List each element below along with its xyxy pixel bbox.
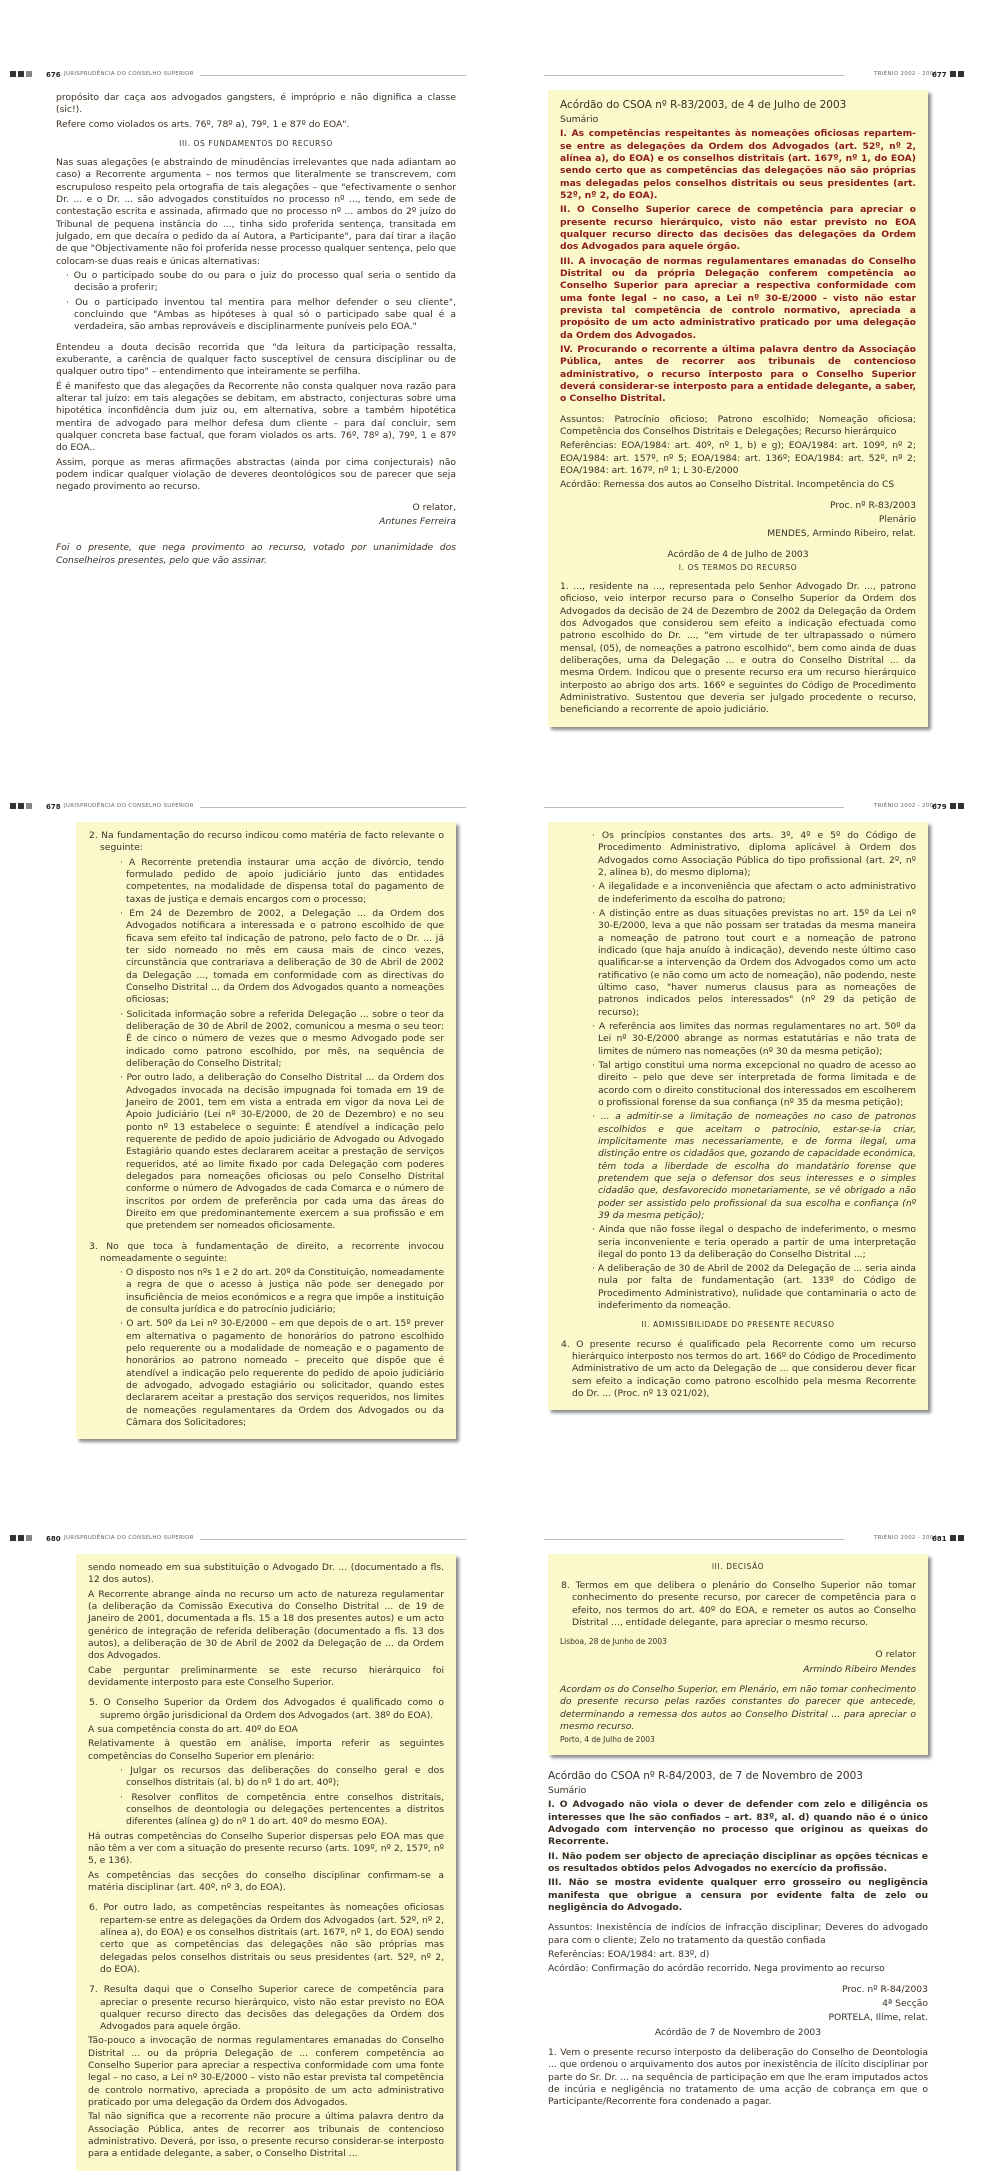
paragraph: 1. Vem o presente recurso interposto da deliberação do Conselho de Deontologia ... que ordenou o arquivamento dos autos por inexistência de ilícito disciplinar por parte do Sr. Dr. ... na sequência de participação em que lhe eram imputados actos de incúria e negligência no tratamento de uma acção de cobrança em que o Participante/Recorrente fora condenado a pagar.: [548, 2046, 928, 2108]
page-header: [10, 1534, 466, 1546]
header-mark-icon: [26, 71, 32, 77]
acordao-note: Acórdão: Confirmação do acórdão recorrido. Nega provimento ao recurso: [548, 1963, 885, 1975]
page-677: [544, 70, 1000, 716]
proc-number: Proc. nº R-84/2003: [841, 1983, 928, 1995]
header-mark-icon: [26, 803, 32, 809]
running-header: JURISPRUDÊNCIA DO CONSELHO SUPERIOR: [64, 1535, 194, 1541]
header-rule: [544, 75, 844, 76]
list-item: · Ou o participado inventou tal mentira para melhor defender o seu cliente", concluindo que "Ambas as hipóteses à qual só o participado sabe qual é a verdadeira, são ambas reprováveis e disciplinarmente puníveis pelo EOA.": [66, 296, 456, 333]
decision-title: Acórdão do CSOA nº R-83/2003, de 4 de Julho de 2003: [560, 99, 847, 111]
paragraph: A Recorrente abrange ainda no recurso um acto de natureza regulamentar (a deliberação da Comissão Executiva do Conselho Distrital ... de 19 de Janeiro de 2001, documentada a fls. 15 a 18 dos presentes autos) e um acto genérico de integração de referida deliberação (documentado a fls. 13 dos autos), a deliberação de 30 de Abril de 2002 da Delegação de ... da Ordem dos Advogados.: [88, 1588, 444, 1662]
decision-title: Acórdão do CSOA nº R-84/2003, de 7 de Novembro de 2003: [548, 1770, 863, 1782]
closing-note: Acordam os do Conselho Superior, em Plenário, em não tomar conhecimento do presente recurso pelas razões constantes do parecer que antecede, determinando a remessa dos autos ao Conselho Distrital ... para apreciar o mesmo recurso.: [560, 1684, 916, 1733]
list-item: · Julgar os recursos das deliberações do conselho geral e dos conselhos distritais (al. b) do nº 1 do art. 40º);: [120, 1764, 444, 1789]
paragraph: propósito dar caça aos advogados gangsters, é impróprio e não dignifica a classe (sic!).: [56, 92, 456, 116]
paragraph: 1. ..., residente na ..., representada pelo Senhor Advogado Dr. ..., patrono oficioso, veio interpor recurso para o Conselho Superior da Ordem dos Advogados da decisão de 24 de Dezembro de 2002 da Delegação da Ordem dos Advogados que considerou sem efeito a indicação efectuada como patrono escolhido do Dr. ..., "em virtude de ter ultrapassado o número mensal, (05), de nomeações a patrono escolhido", bem como ainda de duas deliberações, uma da Delegação ... e outra do Conselho Distrital ... da mesma Ordem. Indicou que o presente recurso era um recurso hierárquico interposto ao abrigo dos arts. 166º e seguintes do Código de Procedimento Administrativo. Sustentou que deveria ser julgado procedente o recurso, beneficiando a recorrente de apoio judiciário.: [560, 580, 916, 716]
place-date: Lisboa, 28 de Junho de 2003: [560, 1637, 667, 1647]
list-item: · ... a admitir-se a limitação de nomeações no caso de patronos escolhidos e que aceitam o patrocínio, estar-se-ia criar, implicitamente mas necessariamente, e de forma ilegal, uma distinção entre os cidadãos que, gozando de capacidade económica, têm toda a liberdade de escolha do mandatário forense que pretendem que seja o defensor dos seus interesses e o simples cidadão que, desfavorecido monetariamente, se vê obrigado a não poder ser assistido pelo profissional da sua escolha e confiança (nº 39 da mesma petição);: [592, 1111, 916, 1221]
content-box: [548, 822, 928, 1410]
running-header: JURISPRUDÊNCIA DO CONSELHO SUPERIOR: [64, 803, 194, 809]
numbered-item: 6. Por outro lado, as competências respeitantes às nomeações oficiosas repartem-se entre as delegações da Ordem dos Advogados (art. 52º, nº 2, alínea a), do EOA) e os conselhos distritais (art. 167º, nº 1, do EOA) sendo certo que as competências das delegações não são próprias mas delegadas pelos conselhos distritais ou seus presidentes (art. 52º, nº 2, do EOA).: [89, 1902, 444, 1975]
signature-name: Antunes Ferreira: [379, 515, 456, 527]
proc-number: Proc. nº R-83/2003: [829, 499, 916, 511]
content-box: [548, 90, 928, 727]
referencias: Referências: EOA/1984: art. 40º, nº 1, b) e g); EOA/1984: art. 109º, nº 2; EOA/1984: art. 157º, nº 5; EOA/1984: art. 136º; EOA/1984: art. 52º, nº 2; EOA/1984: art. 167º, nº 1; L 30-E/2000: [560, 440, 916, 476]
header-mark-icon: [18, 803, 24, 809]
list-item: · Resolver conflitos de competência entre conselhos distritais, conselhos de deontologia ou delegações pertencentes a distritos diferentes (alínea g) do nº 1 do art. 40º do mesmo EOA).: [120, 1791, 444, 1828]
paragraph: Nas suas alegações (e abstraindo de minudências irrelevantes que nada adiantam ao caso) a Recorrente argumenta – nos termos que literalmente se transcrevem, com escrupuloso respeito pela ortografia de tais alegações – que "efectivamente o senhor Dr. ... e o Dr. ... são advogados constituídos no processo nº ..., tendo, em sede de contestação escrita e assinada, afirmado que no processo nº ... ambos do 2º juízo do Tribunal de pequena instância do ..., tinha sido proferida sentença, transitada em julgado, em que decaíra o pedido da aí Autora, a Participante", para daí tirar a ilação de que "Objectivamente não foi proferida nesse processo qualquer sentença, pelo que colocam-se duas reais e únicas alternativas:: [56, 157, 456, 267]
section-label: 4ª Secção: [882, 1997, 928, 2009]
page-header: [10, 802, 466, 814]
page-body: [56, 92, 456, 569]
numbered-item: 2. Na fundamentação do recurso indicou como matéria de facto relevante o seguinte:: [89, 830, 444, 854]
page-header: [544, 70, 1000, 82]
signature-name: Armindo Ribeiro Mendes: [803, 1663, 916, 1675]
list-item: · Por outro lado, a deliberação do Conselho Distrital ... da Ordem dos Advogados invocada na decisão impugnada foi tomada em 19 de Janeiro de 2001, tem em vista a entrada em vigor da nova Lei de Apoio Judiciário (Lei nº 30-E/2000, de 20 de Dezembro) e no seu ponto nº 13 estabelece o seguinte: É atendível a indicação pelo requerente de pedido de apoio judiciário de Advogado ou Advogado Estagiário quando estes declararem aceitar a prestação de serviços requeridos, até ao limite fixado por cada Delegação com poderes delegados para nomeações oficiosas ou pelo Conselho Distrital conforme o número de Advogados de cada Comarca e o número de inscritos por ordem de preferência por cada uma das áreas do Direito em que predominantemente exercem a sua profissão e em que pretendem ser nomeados oficiosamente.: [120, 1072, 444, 1232]
list-item: · A distinção entre as duas situações previstas no art. 15º da Lei nº 30-E/2000, leva a que não possam ser tratadas da mesma maneira a nomeação de patrono tout court e a nomeação de patrono indicado (que haja anuído à indicação), devendo neste último caso qualificar-se a intervenção da Ordem dos Advogados como um acto ratificativo (e não como um acto de nomeação), não podendo, neste último caso, "haver numerus clausus para as nomeações de patronos indicados pelos interessados" (nº 29 da petição de recurso);: [592, 907, 916, 1018]
running-header: TRIÉNIO 2002 - 2004: [874, 71, 938, 77]
page-number: 680: [46, 1535, 61, 1543]
page-header: [544, 1534, 1000, 1546]
paragraph: Tão-pouco a invocação de normas regulamentares emanadas do Conselho Distrital ... ou da própria Delegação de ... conferem competência ao Conselho Superior para apreciar a respectiva conformidade com uma fonte legal – no caso, a Lei nº 30-E/2000 – visto não estar prevista tal competência de controlo normativo, apreciada a propósito de um acto administrativo praticado por uma delegação da Ordem dos Advogados.: [88, 2035, 444, 2109]
header-rule: [544, 807, 844, 808]
acordao-note: Acórdão: Remessa dos autos ao Conselho Distrital. Incompetência do CS: [560, 479, 895, 491]
page-678: [10, 802, 466, 1429]
page-number: 678: [46, 803, 61, 811]
list-item: · A Recorrente pretendia instaurar uma acção de divórcio, tendo formulado pedido de apoio judiciário junto das entidades competentes, na modalidade de dispensa total do pagamento de taxas de justiça e demais encargos com o processo;: [120, 856, 444, 905]
list-item: · Os princípios constantes dos arts. 3º, 4º e 5º do Código de Procedimento Administrativo, diploma aplicável à Ordem dos Advogados como Associação Pública do tipo profissional (art. 2º, nº 2, alínea b), do mesmo diploma);: [592, 830, 916, 878]
paragraph: É é manifesto que das alegações da Recorrente não consta qualquer nova razão para alterar tal juízo: em tais alegações se debitam, em abstracto, conjecturas sobre uma hipotética inconfidência dum juiz ou, em alternativa, sobre a também hipotética mentira de advogado para melhor defesa dum cliente – para daí concluir, sem qualquer concreta base factual, que foram violados os arts. 76º, 78º a), 79º, 1 e 87º do EOA..: [56, 380, 456, 454]
paragraph: Relativamente à questão em análise, importa referir as seguintes competências do Conselho Superior em plenário:: [88, 1738, 444, 1762]
assuntos: Assuntos: Inexistência de indícios de infracção disciplinar; Deveres do advogado para com o cliente; Zelo no tratamento da questão confiada: [548, 1922, 928, 1946]
page-681: [544, 1534, 1000, 2154]
page-header: [544, 802, 1000, 814]
summary-heading: Sumário: [560, 114, 599, 126]
assuntos: Assuntos: Patrocínio oficioso; Patrono escolhido; Nomeação oficiosa; Competência dos Conselhos Distritais e Delegações; Recurso hierárquico: [560, 413, 916, 437]
header-mark-icon: [958, 71, 964, 77]
running-header: TRIÉNIO 2002 - 2004: [874, 1535, 938, 1541]
decision-date: Acórdão de 4 de Julho de 2003: [667, 548, 809, 560]
rapporteur: PORTELA, Ilíme, relat.: [828, 2012, 928, 2024]
summary-item: III. A invocação de normas regulamentares emanadas do Conselho Distrital ou da própria Delegação conferem competência ao Conselho Superior para apreciar a respectiva conformidade com uma fonte legal – no caso, a Lei nº 30-E/2000 – visto não estar prevista tal competência de controlo normativo, apreciada a propósito de um acto administrativo praticado por uma delegação da Ordem dos Advogados.: [560, 255, 916, 341]
summary-heading: Sumário: [548, 1785, 587, 1797]
list-item: · Solicitada informação sobre a referida Delegação ... sobre o teor da deliberação de 30 de Abril de 2002, comunicou a mesma o seu teor: É de cinco o número de vezes que o mesmo Advogado pode ser indicado como patrono escolhido, por mês, na sequência de deliberação do Conselho Distrital;: [120, 1008, 444, 1069]
page-number: 677: [932, 71, 947, 79]
header-rule: [200, 75, 466, 76]
summary-item: II. Não podem ser objecto de apreciação disciplinar as opções técnicas e os resultados obtidos pelos Advogados no exercício da profissão.: [548, 1850, 928, 1875]
summary-item: III. Não se mostra evidente qualquer erro grosseiro ou negligência manifesta que obrigue a censura por evidente falta de zelo ou negligência do Advogado.: [548, 1877, 928, 1914]
plenary: Plenário: [878, 513, 916, 525]
list-item: · Ou o participado soube do ou para o juiz do processo qual seria o sentido da decisão a proferir;: [66, 269, 456, 294]
list-item: · Ainda que não fosse ilegal o despacho de indeferimento, o mesmo seria inconveniente e teria operado a partir de uma interpretação ilegal do ponto 13 da deliberação do Conselho Distrital ...;: [592, 1224, 916, 1260]
list-item: · A ilegalidade e a inconveniência que afectam o acto administrativo de indeferimento da escolha do patrono;: [592, 881, 916, 905]
decision-date: Acórdão de 7 de Novembro de 2003: [654, 2026, 822, 2038]
section-heading: I. OS TERMOS DO RECURSO: [678, 562, 798, 572]
page-680: [10, 1534, 466, 2160]
numbered-item: 4. O presente recurso é qualificado pela Recorrente como um recurso hierárquico interposto nos termos do art. 166º do Código de Procedimento Administrativo de um acto da Delegação de ... que considerou dever ficar sem efeito a indicação como patrono escolhido pela mesma Recorrente do Dr. ... (Proc. nº 13 021/02),: [561, 1338, 916, 1399]
signature-label: O relator: [875, 1649, 916, 1661]
header-mark-icon: [958, 1535, 964, 1541]
paragraph: Cabe perguntar preliminarmente se este recurso hierárquico foi devidamente interposto para este Conselho Superior.: [88, 1664, 444, 1688]
signature-label: O relator,: [412, 501, 456, 513]
header-rule: [200, 1539, 466, 1540]
paragraph: sendo nomeado em sua substituição o Advogado Dr. ... (documentado a fls. 12 dos autos).: [88, 1562, 444, 1586]
list-item: · Em 24 de Dezembro de 2002, a Delegação ... da Ordem dos Advogados notificara a interessada e o patrono escolhido de que ficava sem efeito tal indicação de patrono, pelo facto de o Dr. ... já ter sido nomeado no mês em causa mais de cinco vezes, circunstância que contrariava a deliberação de 30 de Abril de 2002 da Delegação ..., tomada em conformidade com as directivas do Conselho Distrital ... da Ordem dos Advogados quanto a nomeações oficiosas;: [120, 907, 444, 1006]
numbered-item: 8. Termos em que delibera o plenário do Conselho Superior não tomar conhecimento do presente recurso, por carecer de competência para o efeito, nos termos do art. 40º do EOA, e remeter os autos ao Conselho Distrital ..., entidade delegante, para apreciar o mesmo recurso.: [561, 1580, 916, 1629]
numbered-item: 7. Resulta daqui que o Conselho Superior carece de competência para apreciar o presente recurso hierárquico, visto não estar previsto no EOA qualquer recurso directo das decisões das delegações da Ordem dos Advogados para aquele órgão.: [89, 1984, 444, 2033]
header-mark-icon: [18, 71, 24, 77]
header-mark-icon: [10, 803, 16, 809]
content-box: [548, 1554, 928, 1755]
list-item: · Tal artigo constitui uma norma excepcional no quadro de acesso ao direito – pelo que deve ser interpretada de forma limitada e de acordo com o direito constitucional dos interessados em escolherem o profissional forense da sua confiança (nº 35 da mesma petição);: [592, 1059, 916, 1108]
summary-item: II. O Conselho Superior carece de competência para apreciar o presente recurso hierárquico, visto não estar previsto no EOA qualquer recurso directo das decisões das delegações da Ordem dos Advogados para aquele órgão.: [560, 204, 916, 253]
paragraph: Assim, porque as meras afirmações abstractas (ainda por cima conjecturais) não podem indicar qualquer violação de deveres deontológicos sou de parecer que seja negado provimento ao recurso.: [56, 456, 456, 493]
header-rule: [200, 807, 466, 808]
list-item: · O disposto nos nºs 1 e 2 do art. 20º da Constituição, nomeadamente a regra de que o acesso à justiça não pode ser denegado por insuficiência de meios económicos e a regra que impõe a instituição de consulta jurídica e do patrocínio judiciário;: [120, 1267, 444, 1316]
header-mark-icon: [18, 1535, 24, 1541]
page-header: [10, 70, 466, 82]
section-heading: II. ADMISSIBILIDADE DO PRESENTE RECURSO: [641, 1320, 835, 1330]
header-mark-icon: [950, 71, 956, 77]
paragraph: Refere como violados os arts. 76º, 78º a), 79º, 1 e 87º do EOA".: [56, 118, 350, 130]
header-mark-icon: [950, 803, 956, 809]
paragraph: Tal não significa que a recorrente não procure a última palavra dentro da Associação Pública, antes de recorrer aos tribunais de contencioso administrativo. Deverá, por isso, o presente recurso considerar-se interposto para a entidade delegante, a saber, o Conselho Distrital ...: [88, 2111, 444, 2160]
content-box: [76, 822, 456, 1439]
page-number: 676: [46, 71, 61, 79]
summary-item: IV. Procurando o recorrente a última palavra dentro da Associação Pública, antes de recorrer aos tribunais de contencioso administrativo, o recurso interposto para o Conselho Superior deverá considerar-se interposto para a entidade delegante, a saber, o Conselho Distrital.: [560, 343, 916, 405]
header-mark-icon: [950, 1535, 956, 1541]
page-676: [10, 70, 466, 566]
numbered-item: 3. No que toca à fundamentação de direito, a recorrente invocou nomeadamente o seguinte:: [89, 1240, 444, 1264]
summary-item: I. O Advogado não viola o dever de defender com zelo e diligência os interesses que lhe são confiados – art. 83º, al. d) quando não é o único Advogado com intervenção no processo que originou as queixas do Recorrente.: [548, 1799, 928, 1848]
summary-item: I. As competências respeitantes às nomeações oficiosas repartem-se entre as delegações da Ordem dos Advogados (art. 52º, nº 2, alínea a), do EOA) e os conselhos distritais (art. 167º, nº 1, do EOA) sendo certo que as competências das delegações não são próprias mas delegadas pelos conselhos distritais ou seus presidentes (art. 52º, nº 2, do EOA).: [560, 128, 916, 202]
place-date: Porto, 4 de Julho de 2003: [560, 1735, 655, 1745]
referencias: Referências: EOA/1984: art. 83º, d): [548, 1949, 710, 1960]
list-item: · O art. 50º da Lei nº 30-E/2000 – em que depois de o art. 15º prever em alternativa o pagamento de honorários do patrono escolhido pelo requerente ou a modalidade de nomeação e o pagamento de honorários ao patrono nomeado – preceito que dispõe que é atendível a indicação pelo requerente do pedido de apoio judiciário de advogado, advogado estagiário ou solicitador, quando estes declararem aceitar a prestação dos serviços requeridos, nos limites de nomeações regulamentares da Ordem dos Advogados ou da Câmara dos Solicitadores;: [120, 1318, 444, 1429]
rapporteur: MENDES, Armindo Ribeiro, relat.: [767, 528, 916, 540]
section-heading: III. OS FUNDAMENTOS DO RECURSO: [179, 138, 333, 148]
page-body: [548, 1769, 928, 2111]
section-heading: III. DECISÃO: [711, 1562, 765, 1571]
numbered-item: 5. O Conselho Superior da Ordem dos Advogados é qualificado como o supremo órgão jurisdicional da Ordem dos Advogados (art. 38º do EOA).: [89, 1697, 444, 1721]
header-rule: [544, 1539, 844, 1540]
paragraph: Há outras competências do Conselho Superior dispersas pelo EOA mas que não têm a ver com a situação do presente recurso (arts. 109º, nº 2, 157º, nº 5, e 136).: [88, 1830, 444, 1867]
header-mark-icon: [10, 1535, 16, 1541]
page-679: [544, 802, 1000, 1422]
running-header: TRIÉNIO 2002 - 2004: [874, 803, 938, 809]
paragraph: A sua competência consta do art. 40º do EOA: [88, 1723, 298, 1735]
page-number: 679: [932, 803, 947, 811]
running-header: JURISPRUDÊNCIA DO CONSELHO SUPERIOR: [64, 71, 194, 77]
list-item: · A deliberação de 30 de Abril de 2002 da Delegação de ... seria ainda nula por falta de fundamentação (art. 133º do Código de Procedimento Administrativo), nulidade que contaminaria o acto de indeferimento da nomeação.: [592, 1263, 916, 1312]
paragraph: Entendeu a douta decisão recorrida que "da leitura da participação ressalta, exuberante, a carência de qualquer facto susceptível de censura disciplinar ou de qualquer outro tipo" – entendimento que inteiramente se perfilha.: [56, 341, 456, 378]
header-mark-icon: [10, 71, 16, 77]
page-number: 681: [932, 1535, 947, 1543]
list-item: · A referência aos limites das normas regulamentares no art. 50º da Lei nº 30-E/2000 abrange as normas estatutárias e não trata de limites de número nas nomeações (nº 30 da mesma petição);: [592, 1020, 916, 1057]
content-box: [76, 1554, 456, 2171]
header-mark-icon: [26, 1535, 32, 1541]
paragraph: As competências das secções do conselho disciplinar confirmam-se a matéria disciplinar (art. 40º, nº 3, do EOA).: [88, 1869, 444, 1893]
header-mark-icon: [958, 803, 964, 809]
closing-note: Foi o presente, que nega provimento ao recurso, votado por unanimidade dos Conselheiros presentes, pelo que vão assinar.: [56, 542, 456, 566]
